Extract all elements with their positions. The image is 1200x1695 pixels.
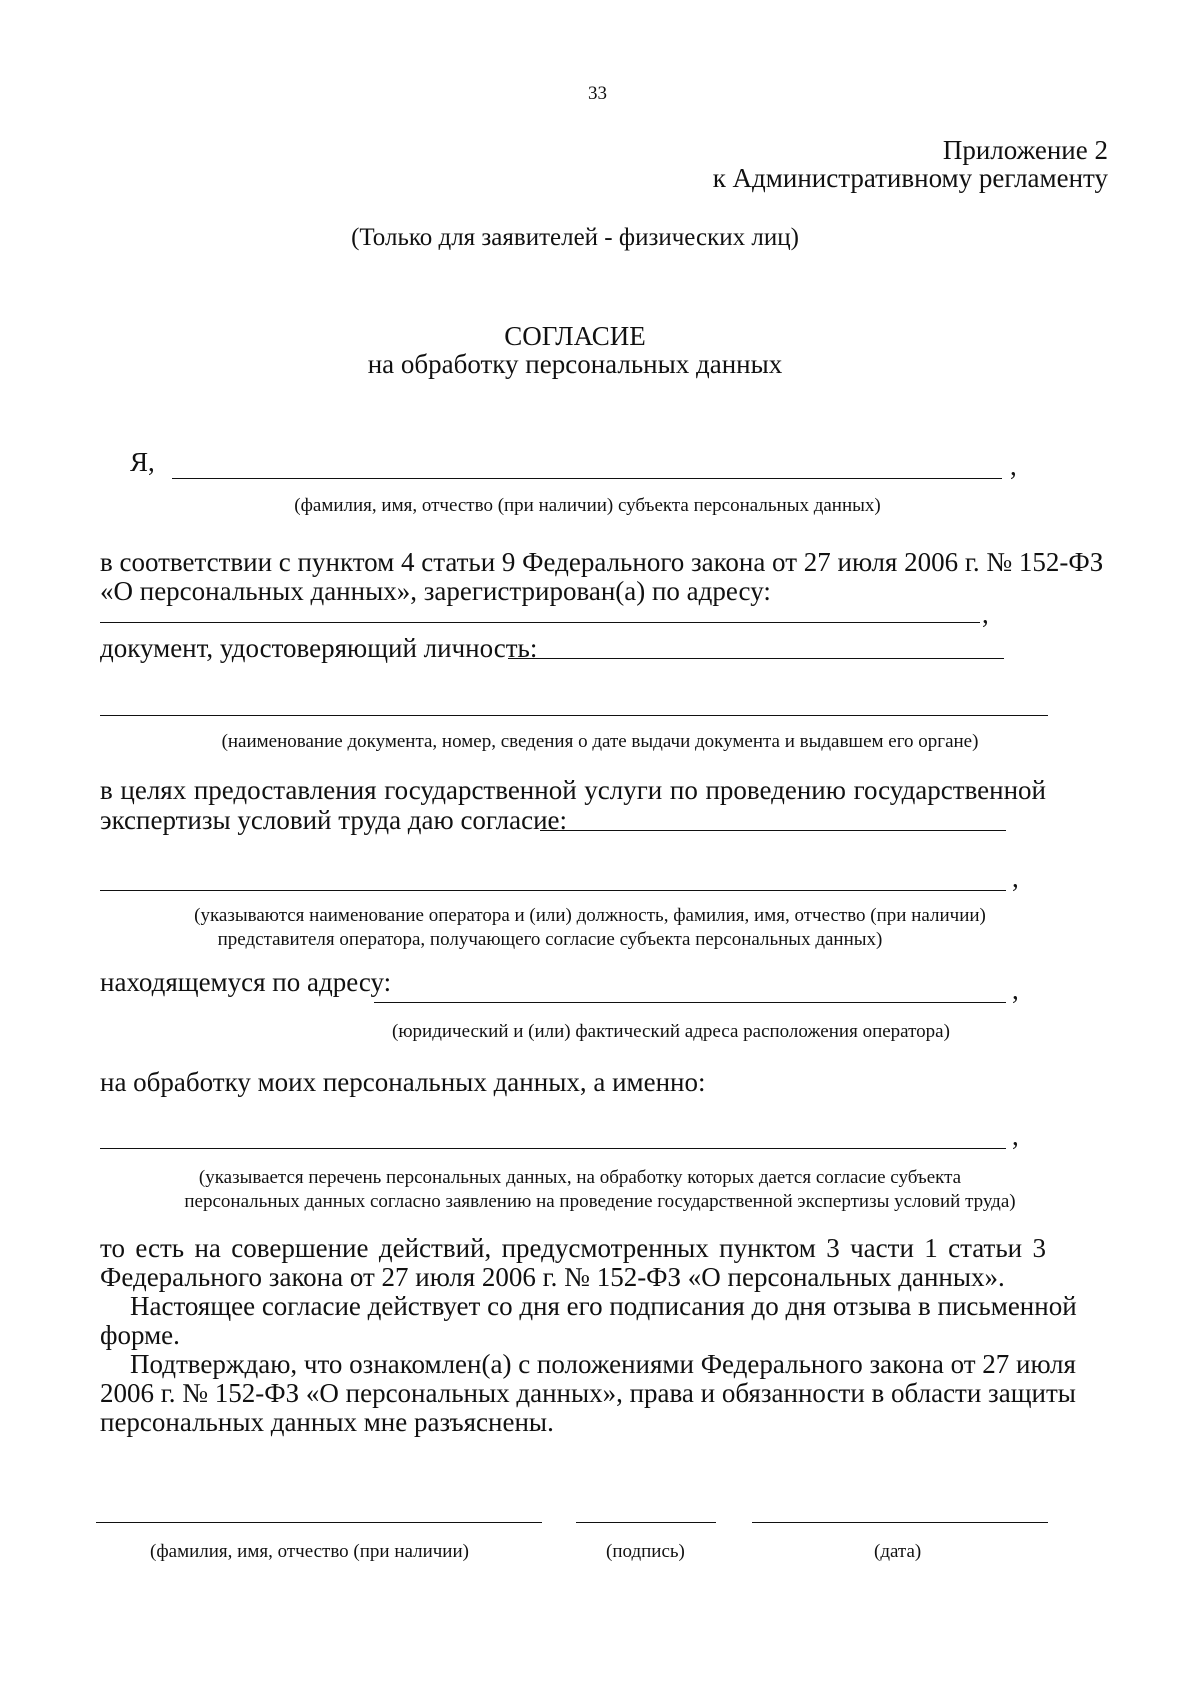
law-reference-line-1: в соответствии с пунктом 4 статьи 9 Федерального закона от 27 июля 2006 г. № 152-ФЗ (100, 547, 1104, 577)
signature-name-caption: (фамилия, имя, отчество (при наличии) (150, 1541, 469, 1562)
personal-data-caption-line-2: персональных данных согласно заявлению на проведение государственной экспертизы условий труда) (184, 1191, 1016, 1212)
personal-data-comma: , (1012, 1121, 1019, 1151)
operator-field-line[interactable] (100, 890, 1006, 891)
document-subtitle: на обработку персональных данных (367, 349, 783, 379)
confirm-line-1: Подтверждаю, что ознакомлен(а) с положениями Федерального закона от 27 июля (130, 1349, 1076, 1379)
confirm-line-3: персональных данных мне разъяснены. (100, 1407, 554, 1437)
id-document-field-line[interactable] (508, 658, 1004, 659)
operator-address-comma: , (1012, 975, 1019, 1005)
appendix-line-1: Приложение 2 (942, 135, 1108, 165)
operator-address-field-line[interactable] (374, 1002, 1006, 1003)
page-number: 33 (588, 83, 607, 104)
address-field-comma: , (982, 599, 989, 629)
operator-address-label: находящемуся по адресу: (100, 967, 392, 997)
actions-line-1: то есть на совершение действий, предусмотренных пунктом 3 части 1 статьи 3 (100, 1233, 1046, 1263)
signature-sign-field-line[interactable] (576, 1522, 716, 1523)
appendix-line-2: к Административному регламенту (712, 163, 1108, 193)
purpose-line-2: экспертизы условий труда даю согласие: (100, 805, 568, 835)
law-reference-line-2: «О персональных данных», зарегистрирован(а) по адресу: (100, 576, 771, 606)
address-field-line[interactable] (100, 622, 980, 623)
name-field-caption: (фамилия, имя, отчество (при наличии) субъекта персональных данных) (294, 495, 881, 516)
actions-line-2: Федерального закона от 27 июля 2006 г. № 152-ФЗ «О персональных данных». (100, 1262, 1005, 1292)
processing-label: на обработку моих персональных данных, а именно: (100, 1067, 706, 1097)
operator-address-caption: (юридический и (или) фактический адреса расположения оператора) (392, 1021, 950, 1042)
signature-sign-caption: (подпись) (606, 1541, 685, 1562)
operator-caption-line-1: (указываются наименование оператора и (или) должность, фамилия, имя, отчество (при наличии) (194, 905, 986, 926)
signature-date-field-line[interactable] (752, 1522, 1048, 1523)
document-title: СОГЛАСИЕ (504, 321, 646, 351)
name-field-comma: , (1010, 451, 1017, 481)
id-document-field-line-2[interactable] (100, 715, 1048, 716)
operator-caption-line-2: представителя оператора, получающего согласие субъекта персональных данных) (217, 929, 883, 950)
i-label: Я, (130, 447, 155, 477)
validity-line-1: Настоящее согласие действует со дня его подписания до дня отзыва в письменной (130, 1291, 1077, 1321)
purpose-line-1: в целях предоставления государственной услуги по проведению государственной (100, 775, 1046, 805)
operator-field-comma: , (1012, 863, 1019, 893)
applicant-note: (Только для заявителей - физических лиц) (351, 224, 799, 251)
personal-data-field-line[interactable] (100, 1148, 1006, 1149)
confirm-line-2: 2006 г. № 152-ФЗ «О персональных данных», права и обязанности в области защиты (100, 1378, 1076, 1408)
consent-field-line[interactable] (540, 830, 1006, 831)
validity-line-2: форме. (100, 1320, 180, 1350)
id-document-label: документ, удостоверяющий личность: (100, 633, 538, 663)
signature-name-field-line[interactable] (96, 1522, 542, 1523)
name-field-line[interactable] (172, 478, 1002, 479)
personal-data-caption-line-1: (указывается перечень персональных данных, на обработку которых дается согласие субъекта (198, 1167, 962, 1188)
signature-date-caption: (дата) (874, 1541, 922, 1562)
id-document-caption: (наименование документа, номер, сведения о дате выдачи документа и выдавшем его органе) (221, 731, 979, 752)
